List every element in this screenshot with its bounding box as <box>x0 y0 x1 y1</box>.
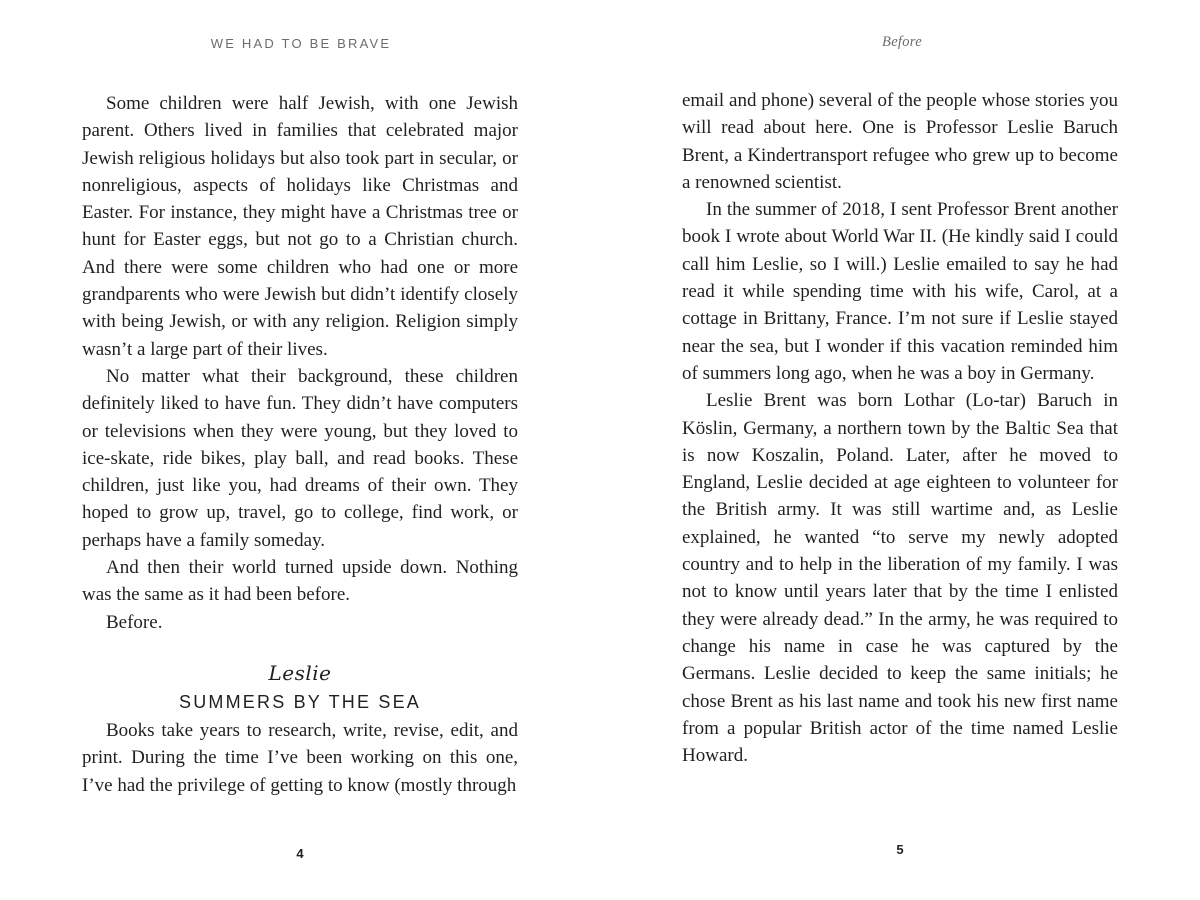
running-head-chapter: Before <box>882 34 922 50</box>
paragraph-religion: Some children were half Jewish, with one Jewish parent. Others lived in families that celebrated major Jewish religious holidays but also took part in secular, or nonreligious, aspects of holidays like Christmas and Easter. For instance, they might have a Christmas tree or hunt for Easter eggs, but not go to a Christian church. And there were some children who had one or more grandparents who were Jewish but didn’t identify closely with being Jewish, or with any religion. Religion simply wasn’t a large part of their lives. <box>82 93 518 360</box>
paragraph-summer-2018: In the summer of 2018, I sent Professor Brent another book I wrote about World War II. (He kindly said I could call him Leslie, so I will.) Leslie emailed to say he had read it while spending time with his wife, Carol, at a cottage in Brittany, France. I’m not sure if Leslie stayed near the sea, but I wonder if this vacation reminded him of summers long ago, when he was a boy in Germany. <box>682 199 1118 384</box>
paragraph-books-take-years: Books take years to research, write, revise, edit, and print. During the time I’ve been working on this one, I’ve had the privilege of getting to know (mostly through <box>82 720 518 796</box>
page-number: 4 <box>296 846 304 861</box>
right-page-body <box>682 87 1118 769</box>
paragraph-continued: email and phone) several of the people whose stories you will read about here. One is Professor Leslie Baruch Brent, a Kindertransport refugee who grew up to become a renowned scientist. <box>682 90 1118 193</box>
paragraph-world-turned: And then their world turned upside down. Nothing was the same as it had been before. <box>82 557 518 606</box>
paragraph-before: Before. <box>106 611 163 633</box>
page-number: 5 <box>896 842 904 857</box>
running-head-book-title: WE HAD TO BE BRAVE <box>210 36 392 51</box>
paragraph-leslie-born: Leslie Brent was born Lothar (Lo-tar) Baruch in Köslin, Germany, a northern town by the Baltic Sea that is now Koszalin, Poland. Later, after he moved to England, Leslie decided at age eighteen to volunteer for the British army. It was still wartime and, as Leslie explained, he wanted “to serve my newly adopted country and to help in the liberation of my family. I was not to know until years later that by the time I enlisted they were already dead.” In the army, he was required to change his name in case he was captured by the Germans. Leslie decided to keep the same initials; he chose Brent as his last name and took his new first name from a popular British actor of the time named Leslie Howard. <box>682 390 1118 767</box>
paragraph-fun: No matter what their background, these children definitely liked to have fun. They didn’t have computers or televisions when they were young, but they loved to ice-skate, ride bikes, play ball, and read books. These children, just like you, had dreams of their own. They hoped to grow up, travel, go to college, find work, or perhaps have a family someday. <box>82 365 518 551</box>
left-page-section-body <box>82 717 518 799</box>
section-title: SUMMERS BY THE SEA <box>179 692 421 712</box>
right-page <box>600 0 1200 900</box>
left-page-body <box>82 90 518 636</box>
section-name: Leslie <box>268 661 332 685</box>
